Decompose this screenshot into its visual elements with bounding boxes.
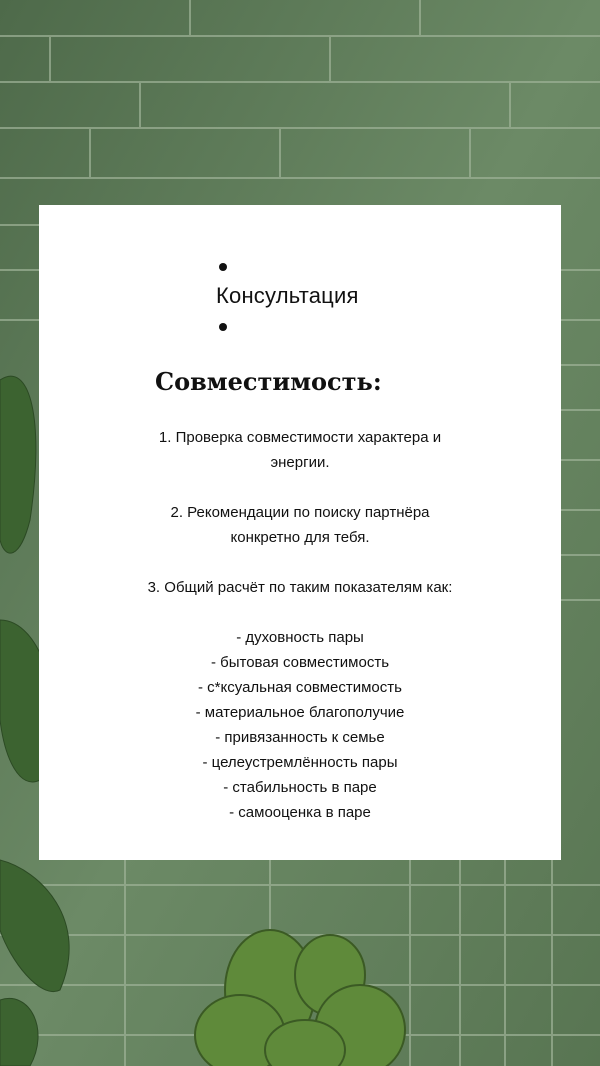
- bullet-dot: [219, 263, 227, 271]
- item-1: [39, 425, 561, 475]
- list-item: - самооценка в паре: [229, 804, 371, 821]
- list-item: - привязанность к семье: [215, 729, 385, 746]
- item-2-line-2: конкретно для тебя.: [230, 529, 370, 546]
- list-item: - духовность пары: [236, 629, 364, 646]
- info-card: [39, 205, 561, 860]
- item-1-line-2: энергии.: [270, 454, 330, 471]
- indicators-list: [39, 625, 561, 825]
- consultation-heading: Консультация: [216, 283, 359, 308]
- list-item: - бытовая совместимость: [210, 654, 390, 671]
- list-item: - с*ксуальная совместимость: [198, 679, 402, 696]
- item-1-line-1: 1. Проверка совместимости характера и: [158, 429, 442, 446]
- item-3: 3. Общий расчёт по таким показателям как:: [147, 579, 453, 596]
- list-item: - целеустремлённость пары: [202, 754, 398, 771]
- compatibility-title: Совместимость:: [155, 367, 382, 396]
- bullet-dot: [219, 323, 227, 331]
- item-2-line-1: 2. Рекомендации по поиску партнёра: [170, 504, 430, 521]
- item-2: [39, 500, 561, 550]
- list-item: - материальное благополучие: [195, 704, 405, 721]
- list-item: - стабильность в паре: [223, 779, 377, 796]
